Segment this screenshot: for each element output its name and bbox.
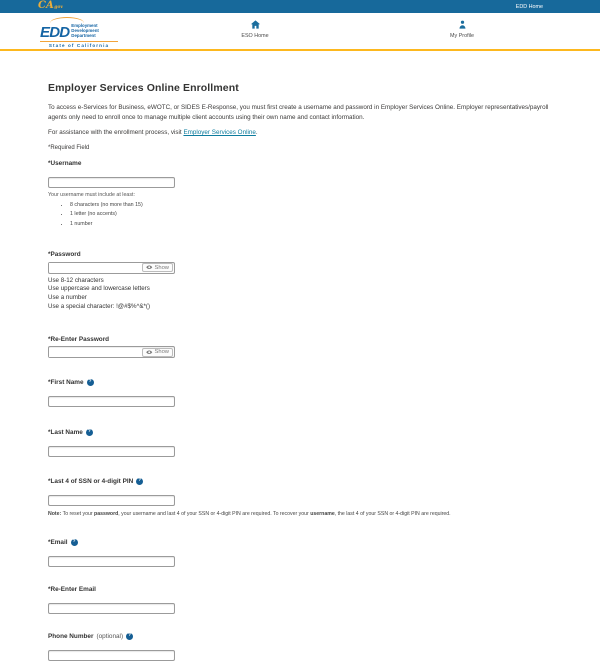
eye-icon <box>146 349 153 356</box>
phone-optional-label: (optional) <box>96 632 124 640</box>
phone-group <box>48 633 552 661</box>
username-input[interactable] <box>48 177 175 188</box>
eye-icon <box>146 264 153 271</box>
last-name-label: *Last Name <box>48 428 83 436</box>
ssn-note-text: , the last 4 of your SSN or 4-digit PIN are required. <box>334 510 451 517</box>
password-rule: Use a special character: !@#$%^&*() <box>48 302 151 310</box>
page-title: Employer Services Online Enrollment <box>48 82 239 94</box>
nav-my-profile-label: My Profile <box>450 32 474 39</box>
top-utility-bar <box>0 0 600 13</box>
password-rules <box>48 277 552 312</box>
ssn-note-bold: password <box>94 510 119 517</box>
ssn-note-text: , your username and last 4 of your SSN or 4-digit PIN are required. To recover your <box>118 510 311 517</box>
ssn-pin-group <box>48 478 552 517</box>
phone-help-icon[interactable]: ? <box>126 633 133 640</box>
nav-eso-home[interactable] <box>227 19 283 39</box>
username-label: *Username <box>48 160 82 167</box>
nav-my-profile[interactable] <box>434 19 490 39</box>
reenter-password-group <box>48 336 552 359</box>
first-name-group <box>48 379 552 408</box>
edd-logo-dept-line2: Development <box>71 28 99 33</box>
reenter-password-label: *Re-Enter Password <box>48 335 110 343</box>
email-label: *Email <box>48 538 68 546</box>
last-name-help-icon[interactable]: ? <box>86 429 93 436</box>
reenter-password-field-wrap <box>48 346 175 358</box>
password-rule: Use uppercase and lowercase letters <box>48 285 150 293</box>
site-header <box>0 13 600 51</box>
reenter-password-show-button[interactable] <box>142 348 173 357</box>
reenter-email-label: *Re-Enter Email <box>48 586 96 594</box>
username-rules-list <box>48 202 552 228</box>
username-rule: • 1 letter (no accents) <box>70 211 552 217</box>
last-name-input[interactable] <box>48 446 175 457</box>
main-content <box>0 51 600 661</box>
email-group <box>48 539 552 568</box>
ssn-pin-help-icon[interactable]: ? <box>136 478 143 485</box>
username-rule: • 8 characters (no more than 15) <box>70 202 552 208</box>
first-name-input[interactable] <box>48 396 175 407</box>
username-rule: • 1 number <box>70 221 552 227</box>
username-group <box>48 160 552 227</box>
home-icon <box>250 19 261 30</box>
intro-paragraph: To access e-Services for Business, eWOTC, or SIDES E-Response, you must first create a username and password in Employer Services Online. Employer representatives/payroll agents only need to enroll once to manage multiple client accounts using their own name and contact information. <box>48 104 549 121</box>
phone-input[interactable] <box>48 650 175 661</box>
ssn-note-text: To reset your <box>61 510 95 517</box>
first-name-help-icon[interactable]: ? <box>87 379 94 386</box>
edd-logo-department-text <box>71 23 99 39</box>
required-field-note: *Required Field <box>48 145 90 151</box>
reenter-password-show-label: Show <box>154 349 169 356</box>
password-input[interactable] <box>49 263 142 272</box>
edd-logo[interactable] <box>40 17 120 50</box>
ssn-pin-input[interactable] <box>48 495 175 506</box>
nav-eso-home-label: ESO Home <box>241 32 269 39</box>
edd-logo-acronym: EDD <box>40 24 70 41</box>
password-rule: Use 8-12 characters <box>48 276 104 284</box>
assistance-suffix: . <box>255 129 258 136</box>
assistance-line <box>48 129 552 136</box>
phone-label: Phone Number <box>48 632 94 640</box>
ca-gov-logo-gov: gov <box>54 5 63 10</box>
password-show-button[interactable] <box>142 263 173 272</box>
last-name-group <box>48 429 552 458</box>
first-name-label: *First Name <box>48 379 84 387</box>
password-group <box>48 251 552 312</box>
ca-gov-logo[interactable] <box>38 0 63 14</box>
password-rule: Use a number <box>48 294 87 302</box>
ssn-pin-label: *Last 4 of SSN or 4-digit PIN <box>48 478 134 486</box>
reenter-email-group <box>48 586 552 615</box>
edd-home-link[interactable]: EDD Home <box>515 3 543 10</box>
reenter-password-input[interactable] <box>49 348 142 357</box>
password-field-wrap <box>48 262 175 274</box>
reenter-email-input[interactable] <box>48 603 175 614</box>
edd-logo-tagline: State of California <box>40 41 118 50</box>
assistance-prefix: For assistance with the enrollment process, visit <box>48 129 184 136</box>
edd-logo-dept-line1: Employment <box>71 23 98 28</box>
password-show-label: Show <box>154 264 169 271</box>
ca-gov-logo-ca: CA <box>38 0 54 11</box>
username-hint: Your username must include at least: <box>48 191 135 198</box>
profile-icon <box>457 19 468 30</box>
email-help-icon[interactable]: ? <box>71 539 78 546</box>
email-input[interactable] <box>48 556 175 567</box>
edd-logo-dept-line3: Department <box>71 33 96 38</box>
ssn-pin-note <box>48 511 552 517</box>
ssn-note-bold: username <box>310 510 335 517</box>
ssn-note-bold: Note: <box>48 510 62 517</box>
password-label: *Password <box>48 251 81 259</box>
employer-services-online-link[interactable]: Employer Services Online <box>183 129 256 136</box>
